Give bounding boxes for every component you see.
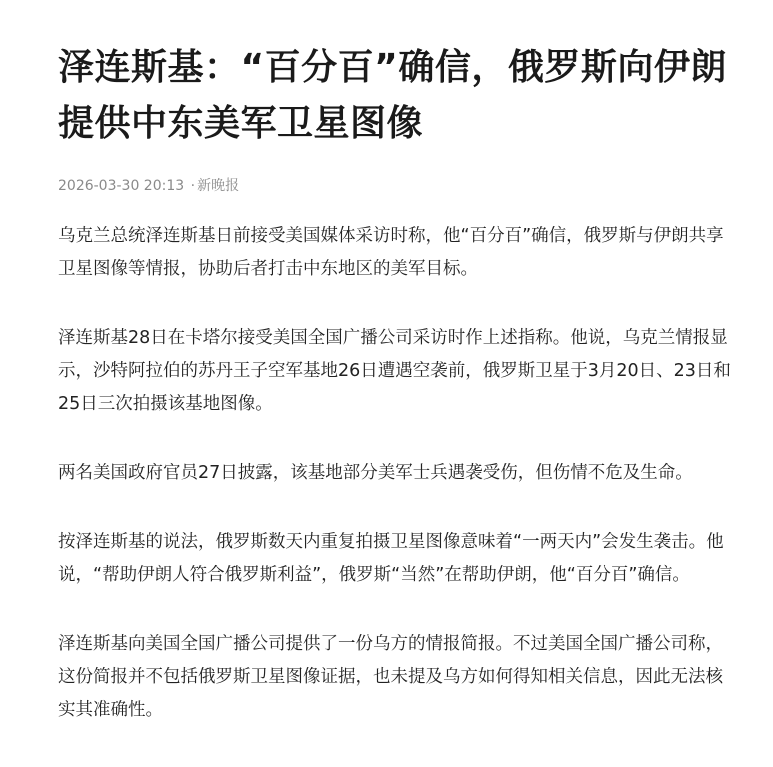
paragraph: 两名美国政府官员27日披露，该基地部分美军士兵遇袭受伤，但伤情不危及生命。: [58, 463, 693, 483]
article-meta: [58, 176, 738, 196]
paragraph: 泽连斯基28日在卡塔尔接受美国全国广播公司采访时作上述指称。他说，乌克兰情报显示，沙特阿拉伯的苏丹王子空军基地26日遭遇空袭前，俄罗斯卫星于3月20日、23日和25日三次拍摄该基地图像。: [58, 328, 731, 414]
paragraph: 泽连斯基向美国全国广播公司提供了一份乌方的情报简报。不过美国全国广播公司称，这份简报并不包括俄罗斯卫星图像证据，也未提及乌方如何得知相关信息，因此无法核实其准确性。: [58, 634, 723, 720]
publish-date: 2026-03-30 20:13: [58, 178, 185, 194]
article: [58, 40, 738, 763]
paragraph: 乌克兰总统泽连斯基日前接受美国媒体采访时称，他“百分百”确信，俄罗斯与伊朗共享卫星图像等情报，协助后者打击中东地区的美军目标。: [58, 226, 724, 279]
paragraph: 按泽连斯基的说法，俄罗斯数天内重复拍摄卫星图像意味着“一两天内”会发生袭击。他说，“帮助伊朗人符合俄罗斯利益”，俄罗斯“当然”在帮助伊朗，他“百分百”确信。: [58, 532, 724, 585]
source-name: 新晚报: [197, 178, 240, 194]
headline: 泽连斯基：“百分百”确信，俄罗斯向伊朗提供中东美军卫星图像: [58, 47, 727, 144]
article-body: [58, 220, 738, 727]
meta-separator: ·: [190, 178, 196, 194]
